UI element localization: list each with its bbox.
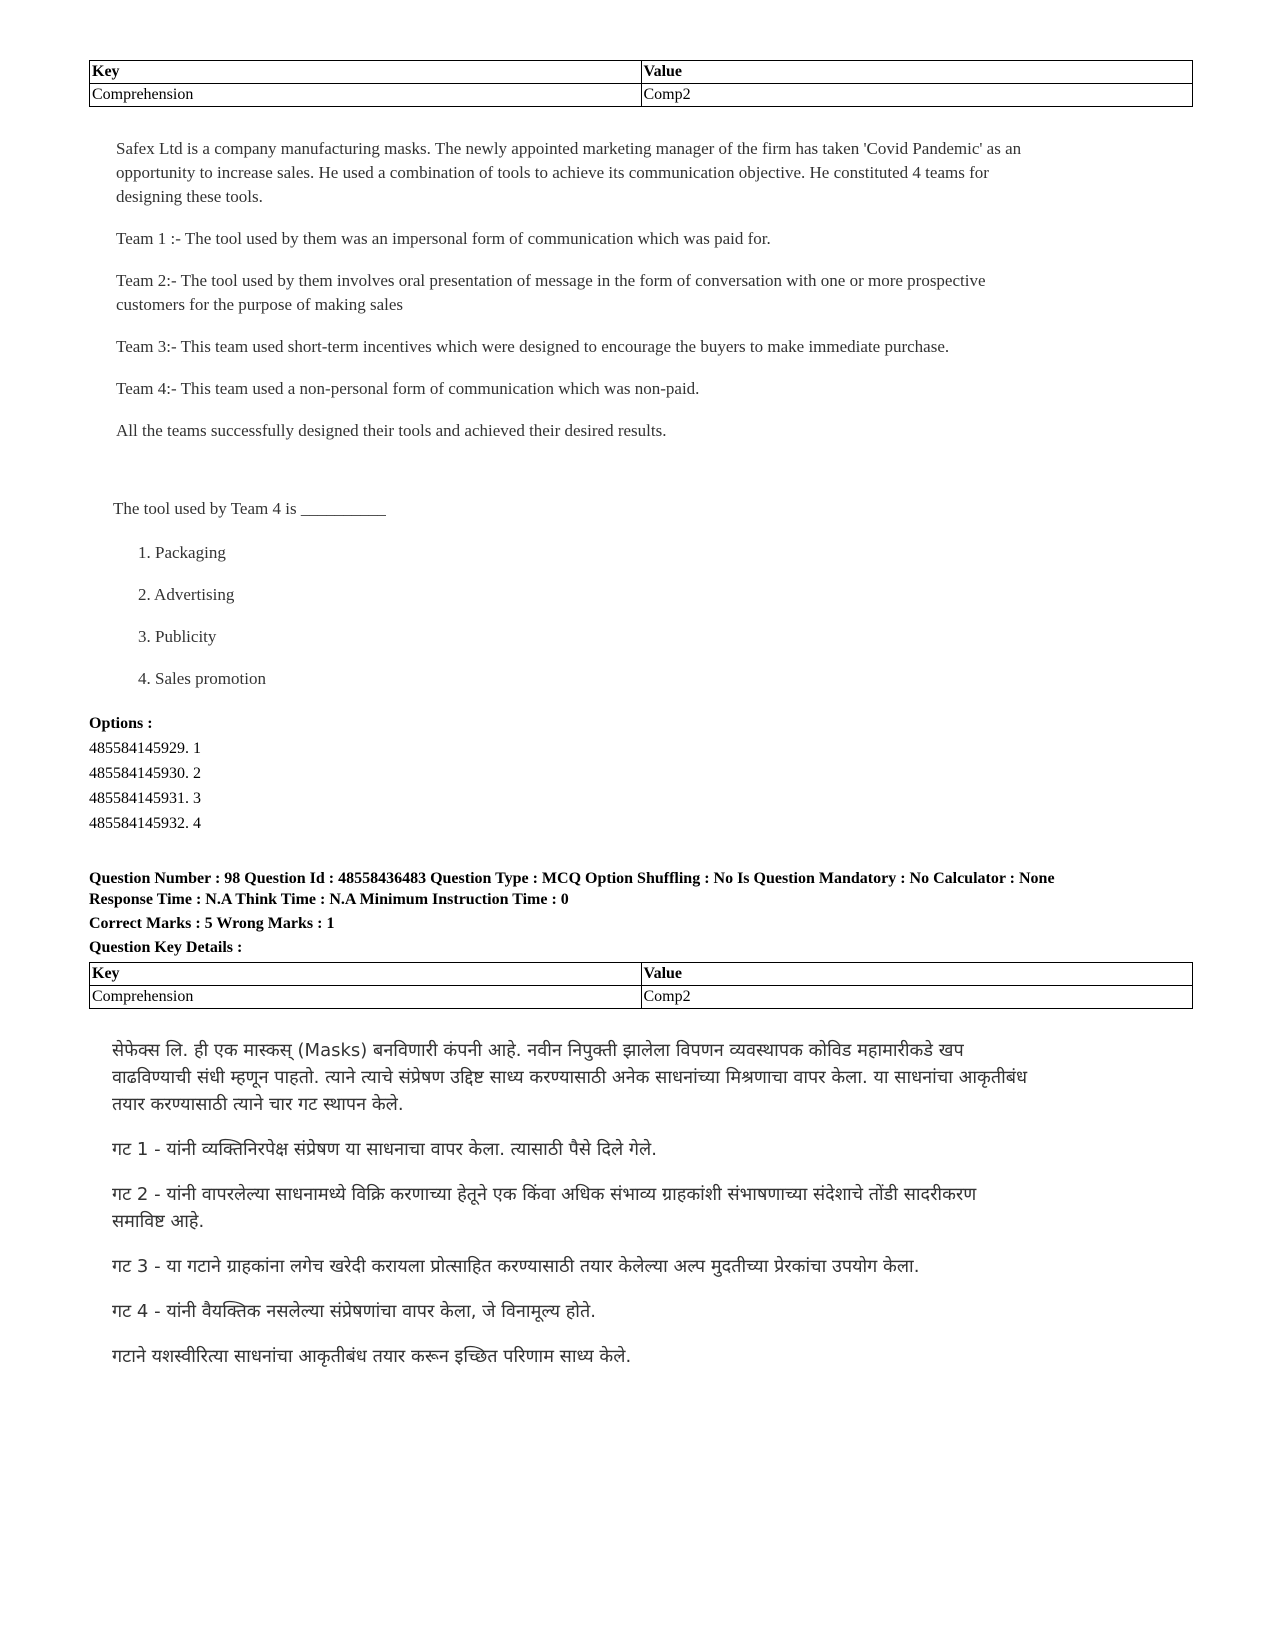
option-item: 485584145932. 4 (89, 815, 201, 832)
question-stem: The tool used by Team 4 is __________ (113, 499, 386, 518)
choice-item: 2. Advertising (138, 585, 235, 604)
meta-line: Question Number : 98 Question Id : 48558436483 Question Type : MCQ Option Shuffling : No Is Question Mandatory : No Calculator : None (89, 870, 1055, 887)
passage-paragraph: गट 1 - यांनी व्यक्तिनिरपेक्ष संप्रेषण या साधनाचा वापर केला. त्यासाठी पैसे दिले गेले. (112, 1139, 657, 1160)
option-item: 485584145931. 3 (89, 790, 201, 807)
key-cell: Comprehension (90, 986, 642, 1009)
choice-item: 1. Packaging (138, 543, 226, 562)
options-block (89, 711, 1193, 836)
table-header-row (90, 61, 1193, 84)
passage-paragraph: Team 3:- This team used short-term incentives which were designed to encourage the buyers to make immediate purchase. (116, 337, 950, 356)
passage-paragraph: गट 2 - यांनी वापरलेल्या साधनामध्ये विक्रि करणाच्या हेतूने एक किंवा अधिक संभाव्य ग्राहकांशी संभाषणाच्या संदेशाचे तोंडी सादरीकरण समाविष्ट आहे. (112, 1184, 977, 1232)
options-label: Options : (89, 715, 153, 732)
table-row (90, 986, 1193, 1009)
key-header: Key (90, 61, 642, 84)
english-passage (116, 137, 1036, 443)
question-block (113, 499, 1193, 689)
passage-paragraph: गट 3 - या गटाने ग्राहकांना लगेच खरेदी करायला प्रोत्साहित करण्यासाठी तयार केलेल्या अल्प मुदतीच्या प्रेरकांचा उपयोग केला. (112, 1256, 920, 1277)
document-page (89, 60, 1193, 1388)
passage-paragraph: गटाने यशस्वीरित्या साधनांचा आकृतीबंध तयार करून इच्छित परिणाम साध्य केले. (112, 1346, 632, 1367)
question-meta (89, 868, 1193, 958)
value-header: Value (641, 61, 1193, 84)
passage-paragraph: Team 4:- This team used a non-personal form of communication which was non-paid. (116, 379, 700, 398)
option-item: 485584145930. 2 (89, 765, 201, 782)
marathi-passage (112, 1037, 1032, 1370)
option-item: 485584145929. 1 (89, 740, 201, 757)
passage-paragraph: गट 4 - यांनी वैयक्तिक नसलेल्या संप्रेषणांचा वापर केला, जे विनामूल्य होते. (112, 1301, 596, 1322)
value-cell: Comp2 (641, 84, 1193, 107)
question-choices (113, 543, 1193, 689)
passage-paragraph: Team 1 :- The tool used by them was an impersonal form of communication which was paid for. (116, 229, 771, 248)
passage-paragraph: Safex Ltd is a company manufacturing masks. The newly appointed marketing manager of the firm has taken 'Covid Pandemic' as an opportunity to increase sales. He used a combination of tools to achieve its communication objective. He constituted 4 teams for designing these tools. (116, 139, 1022, 206)
key-header: Key (90, 963, 642, 986)
passage-paragraph: All the teams successfully designed their tools and achieved their desired results. (116, 421, 667, 440)
key-cell: Comprehension (90, 84, 642, 107)
value-header: Value (641, 963, 1193, 986)
passage-paragraph: सेफेक्स लि. ही एक मास्कस् (Masks) बनविणारी कंपनी आहे. नवीन निपुक्ती झालेला विपणन व्यवस्थापक कोविड महामारीकडे खप वाढविण्याची संधी म्हणून पाहतो. त्याने त्याचे संप्रेषण उद्दिष्ट साध्य करण्यासाठी अनेक साधनांच्या मिश्रणाचा वापर केला. या साधनांचा आकृतीबंध तयार करण्यासाठी त्याने चार गट स्थापन केले. (112, 1040, 1028, 1115)
key-value-table-1 (89, 60, 1193, 107)
table-header-row (90, 963, 1193, 986)
key-value-table-2 (89, 962, 1193, 1009)
meta-line: Question Key Details : (89, 939, 243, 956)
value-cell: Comp2 (641, 986, 1193, 1009)
table-row (90, 84, 1193, 107)
meta-line: Response Time : N.A Think Time : N.A Minimum Instruction Time : 0 (89, 891, 569, 908)
passage-paragraph: Team 2:- The tool used by them involves oral presentation of message in the form of conversation with one or more prospective customers for the purpose of making sales (116, 271, 986, 314)
choice-item: 3. Publicity (138, 627, 217, 646)
choice-item: 4. Sales promotion (138, 669, 266, 688)
meta-line: Correct Marks : 5 Wrong Marks : 1 (89, 915, 335, 932)
